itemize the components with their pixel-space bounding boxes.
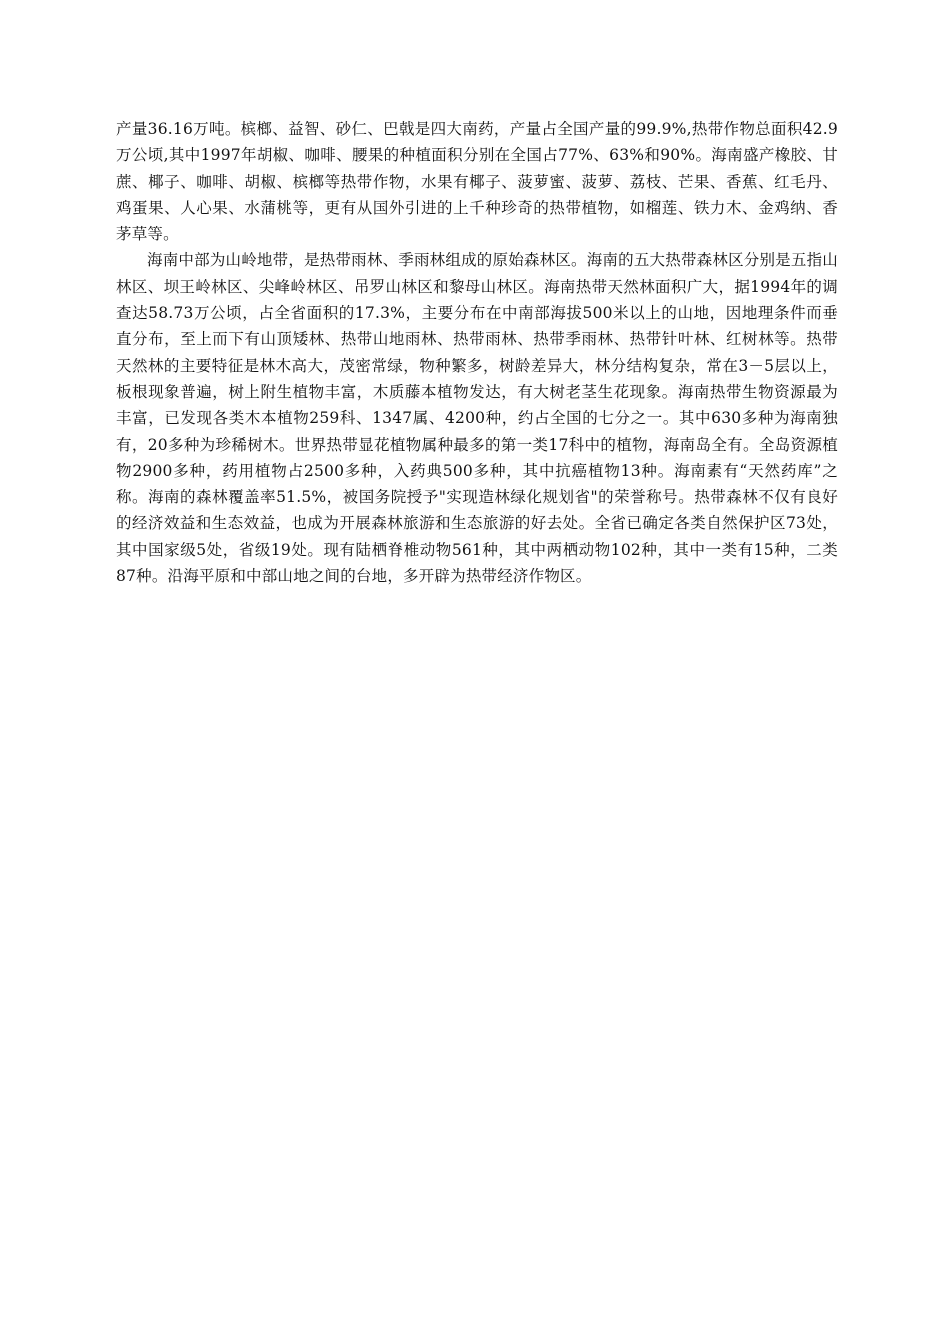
document-page <box>116 116 838 589</box>
paragraph-crops: 产量36.16万吨。槟榔、益智、砂仁、巴戟是四大南药，产量占全国产量的99.9%,热带作物总面积42.9万公顷,其中1997年胡椒、咖啡、腰果的种植面积分别在全国占77%、63%和90%。海南盛产橡胶、甘蔗、椰子、咖啡、胡椒、槟榔等热带作物，水果有椰子、菠萝蜜、菠萝、荔枝、芒果、香蕉、红毛丹、鸡蛋果、人心果、水蒲桃等，更有从国外引进的上千种珍奇的热带植物，如榴莲、铁力木、金鸡纳、香茅草等。 <box>116 120 838 244</box>
paragraph-forests: 海南中部为山岭地带，是热带雨林、季雨林组成的原始森林区。海南的五大热带森林区分别是五指山林区、坝王岭林区、尖峰岭林区、吊罗山林区和黎母山林区。海南热带天然林面积广大，据1994年的调查达58.73万公顷，占全省面积的17.3%，主要分布在中南部海拔500米以上的山地，因地理条件而垂直分布，至上而下有山顶矮林、热带山地雨林、热带雨林、热带季雨林、热带针叶林、红树林等。热带天然林的主要特征是林木高大，茂密常绿，物种繁多，树龄差异大，林分结构复杂，常在3－5层以上，板根现象普遍，树上附生植物丰富，木质藤本植物发达，有大树老茎生花现象。海南热带生物资源最为丰富，已发现各类木本植物259科、1347属、4200种，约占全国的七分之一。其中630多种为海南独有，20多种为珍稀树木。世界热带显花植物属种最多的第一类17科中的植物，海南岛全有。全岛资源植物2900多种，药用植物占2500多种，入药典500多种，其中抗癌植物13种。海南素有“天然药库”之称。海南的森林覆盖率51.5%，被国务院授予"实现造林绿化规划省"的荣誉称号。热带森林不仅有良好的经济效益和生态效益，也成为开展森林旅游和生态旅游的好去处。全省已确定各类自然保护区73处，其中国家级5处，省级19处。现有陆栖脊椎动物561种，其中两栖动物102种，其中一类有15种，二类87种。沿海平原和中部山地之间的台地，多开辟为热带经济作物区。 <box>116 251 838 586</box>
